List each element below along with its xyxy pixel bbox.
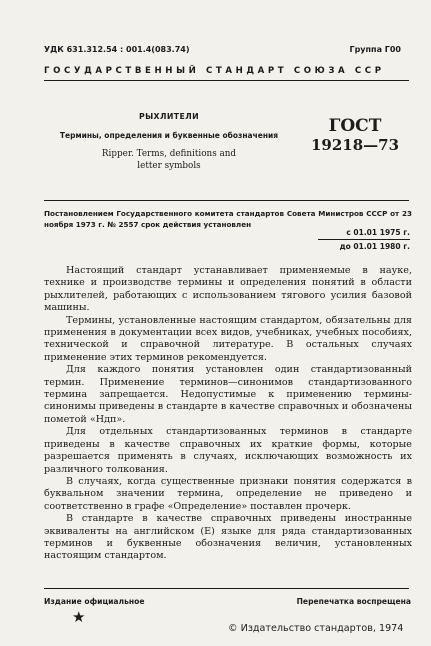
paragraph-mandatory-use: Термины, установленные настоящим стандартом, обязательны для применения в документации всех видов, учебниках, учебных пособиях, технической и справочной литературе. В остальных случаях применение этих терминов рекомендуется.: [44, 314, 412, 363]
effective-to-date: до 01.01 1980 г.: [339, 242, 410, 251]
body-text: [44, 265, 412, 563]
gost-label: ГОСТ: [328, 116, 382, 136]
english-title-line-1: Ripper. Terms, definitions and: [101, 149, 237, 159]
title-block: [44, 112, 294, 172]
paragraph-foreign-equivalents: В стандарте в качестве справочных приведены иностранные эквиваленты на английском (Е) языке для ряда стандартизованных терминов и буквенные обозначения величин, установленных настоящим стандартом.: [44, 513, 412, 562]
paragraph-scope: Настоящий стандарт устанавливает применяемые в науке, технике и производстве термины и определения понятий в области рыхлителей, работающих с использованием тягового усилия базовой машины.: [44, 265, 412, 314]
official-edition-note: Издание официальное: [44, 597, 145, 606]
english-title-line-2: letter symbols: [137, 161, 201, 171]
gost-block: [300, 117, 410, 155]
english-title: [44, 148, 294, 172]
effective-from-date: с 01.01 1975 г.: [346, 228, 410, 237]
middle-rule: [44, 200, 409, 201]
standard-type-header: ГОСУДАРСТВЕННЫЙ СТАНДАРТ СОЮЗА ССР: [44, 66, 385, 76]
udk-code: УДК 631.312.54 : 001.4(083.74): [44, 45, 190, 54]
top-rule: [44, 80, 409, 81]
decree-text: Постановлением Государственного комитета стандартов Совета Министров СССР от 23 ноября 1973 г. № 2557 срок действия установлен: [44, 209, 412, 229]
gost-number: 19218—73: [310, 136, 400, 154]
document-title: РЫХЛИТЕЛИ: [138, 112, 200, 121]
star-icon: ★: [72, 608, 86, 626]
paragraph-short-forms: Для отдельных стандартизованных терминов в стандарте приведены в качестве справочных их краткие формы, которые разрешается применять в случаях, исключающих возможность их различного толкования.: [44, 426, 412, 475]
paragraph-definitions: В случаях, когда существенные признаки понятия содержатся в буквальном значении термина, определение не приведено и соответственно в графе «Определение» поставлен прочерк.: [44, 475, 412, 512]
date-rule: [318, 239, 410, 240]
reprint-prohibited-note: Перепечатка воспрещена: [296, 597, 411, 606]
group-code: Группа Г00: [349, 45, 401, 54]
publisher-copyright: © Издательство стандартов, 1974: [228, 623, 404, 634]
bottom-rule: [44, 588, 409, 589]
paragraph-synonyms: Для каждого понятия установлен один стандартизованный термин. Применение терминов—синонимов стандартизованного термина запрещается. Недопустимые к применению термины-синонимы приведены в стандарте в качестве справочных и обозначены пометой «Ндп».: [44, 364, 412, 425]
document-subtitle: Термины, определения и буквенные обозначения: [59, 131, 279, 140]
